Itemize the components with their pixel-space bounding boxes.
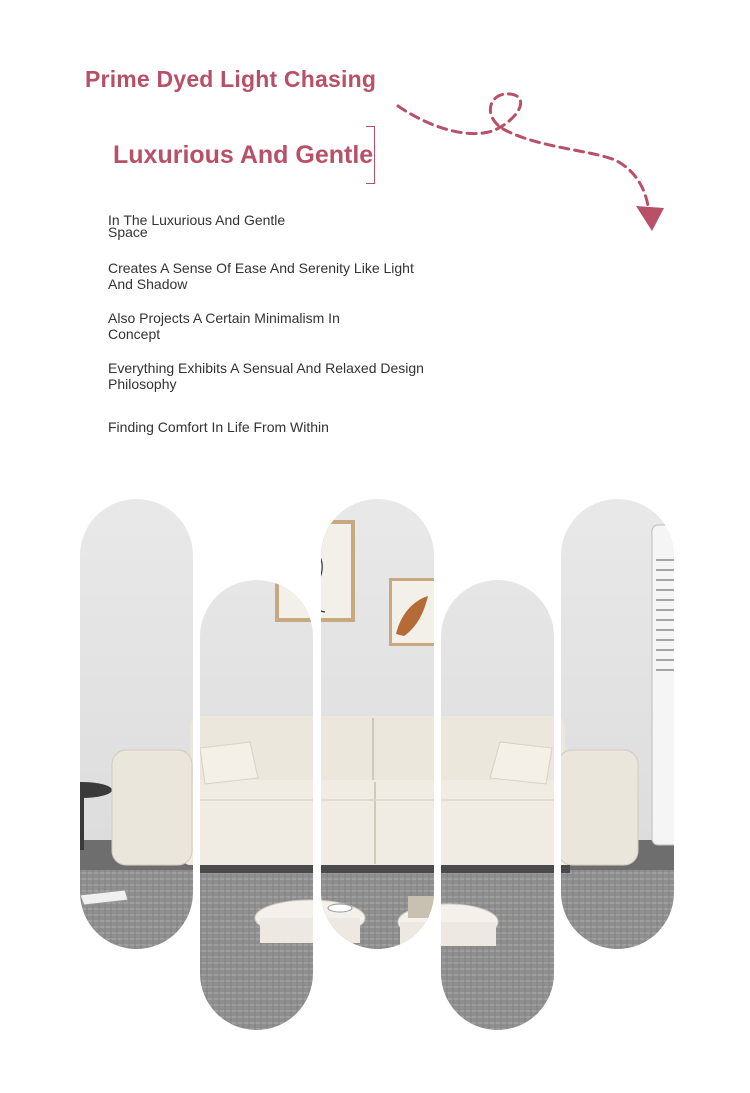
paragraph-1: In The Luxurious And Gentle Space [108,212,286,240]
paragraph-3: Also Projects A Certain Minimalism In Concept [108,310,340,342]
sofa [112,716,638,873]
paragraph-2: Creates A Sense Of Ease And Serenity Like Light And Shadow [108,260,414,292]
page-title: Prime Dyed Light Chasing [85,66,377,92]
paragraph-4: Everything Exhibits A Sensual And Relaxed Design Philosophy [108,360,424,392]
page-subtitle: Luxurious And Gentle [113,141,374,169]
paragraph-5: Finding Comfort In Life From Within [108,419,329,435]
room-scene [52,490,700,1040]
